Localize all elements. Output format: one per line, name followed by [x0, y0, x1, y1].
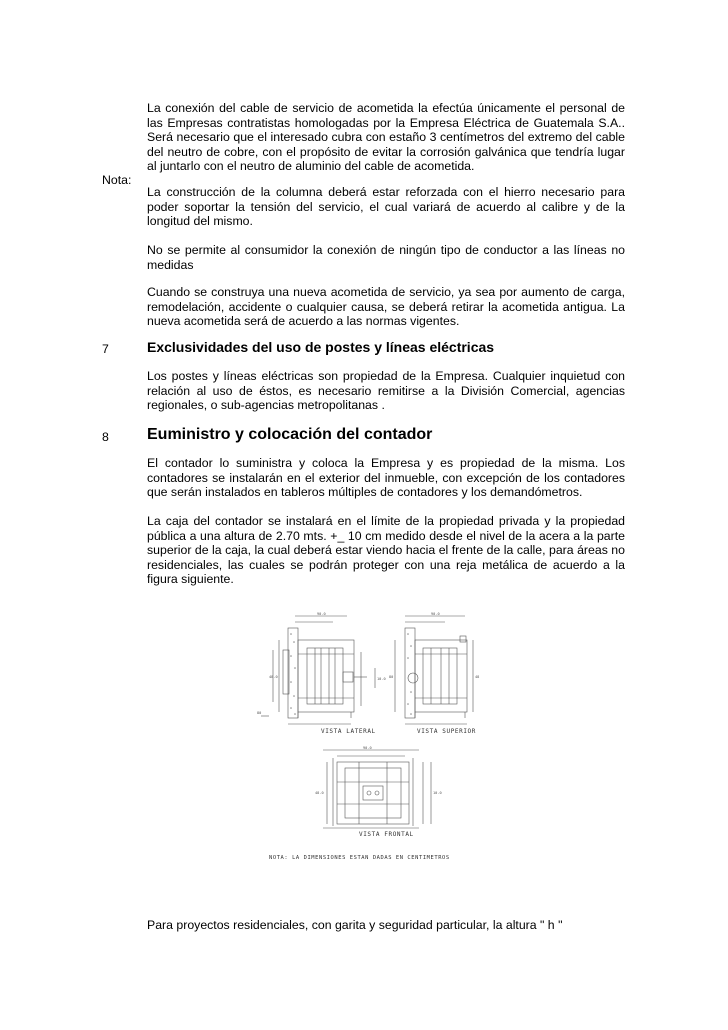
svg-text:90.0: 90.0 — [431, 612, 440, 616]
section-7-title: Exclusividades del uso de postes y líneas eléctricas — [147, 339, 495, 355]
svg-text:80: 80 — [257, 711, 262, 715]
svg-text:80: 80 — [389, 675, 394, 679]
section-7-body: Los postes y líneas eléctricas son propiedad de la Empresa. Cualquier inquietud con relación al uso de éstos, es necesario remitirse a la División Comercial, agencias regionales, o sub-agencias metropolitanas . — [147, 369, 625, 413]
section-7-number: 7 — [102, 342, 109, 356]
footer-text: Para proyectos residenciales, con garita y seguridad particular, la altura " h " — [147, 918, 563, 932]
figure-note: NOTA: LA DIMENSIONES ESTAN DADAS EN CENTIMETROS — [269, 855, 450, 861]
top-view-caption: VISTA SUPERIOR — [417, 728, 476, 735]
svg-text:90.0: 90.0 — [317, 612, 326, 616]
section-8-number: 8 — [102, 430, 109, 444]
top-view-drawing — [395, 616, 473, 724]
svg-text:10.0: 10.0 — [377, 677, 386, 681]
svg-text:90.0: 90.0 — [363, 746, 372, 750]
svg-text:10.0: 10.0 — [433, 791, 442, 795]
section-8-body-1: El contador lo suministra y coloca la Empresa y es propiedad de la misma. Los contadores se instalarán en el exterior del inmueble, con excepción de los contadores que serán instalados en tableros múltiples de contadores y los demandómetros. — [147, 456, 625, 500]
paragraph-new-service: Cuando se construya una nueva acometida de servicio, ya sea por aumento de carga, remodelación, accidente o cualquier causa, se deberá retirar la acometida antigua. La nueva acometida será de acuerdo a las normas vigentes. — [147, 285, 625, 329]
meter-box-drawing — [255, 612, 495, 872]
top-view-hatch — [407, 633, 412, 715]
section-8-title: Euministro y colocación del contador — [147, 426, 433, 443]
svg-text:48.0: 48.0 — [269, 675, 278, 679]
side-view-dimension-marks — [257, 612, 386, 715]
side-view-drawing — [261, 616, 375, 724]
paragraph-column: La construcción de la columna deberá estar reforzada con el hierro necesario para poder soportar la tensión del servicio, el cual variará de acuerdo al calibre y de la longitud del mismo. — [147, 185, 625, 229]
front-view-dimension-marks — [315, 746, 442, 795]
side-view-caption: VISTA LATERAL — [321, 728, 376, 735]
side-view-hatch — [290, 633, 296, 715]
nota-label: Nota: — [102, 173, 132, 187]
paragraph-connection: La conexión del cable de servicio de acometida la efectúa únicamente el personal de las Empresas contratistas homologadas por la Empresa Eléctrica de Guatemala S.A.. Será necesario que el interesado cubra con estaño 3 centímetros del extremo del cable del neutro de cobre, con el propósito de evitar la corrosión galvánica que tendría lugar al juntarlo con el neutro de aluminio del cable de acometida. — [147, 101, 625, 174]
front-view-drawing — [323, 750, 431, 828]
svg-text:48: 48 — [475, 675, 480, 679]
front-view-caption: VISTA FRONTAL — [359, 831, 414, 838]
paragraph-unmetered: No se permite al consumidor la conexión de ningún tipo de conductor a las líneas no medidas — [147, 243, 625, 272]
section-8-body-2: La caja del contador se instalará en el límite de la propiedad privada y la propiedad pública a una altura de 2.70 mts. +_ 10 cm medido desde el nivel de la acera a la parte superior de la caja, la cual deberá estar viendo hacia el frente de la calle, para áreas no residenciales, las cuales se podrán proteger con una reja metálica de acuerdo a la figura siguiente. — [147, 514, 625, 587]
svg-text:48.0: 48.0 — [315, 791, 324, 795]
